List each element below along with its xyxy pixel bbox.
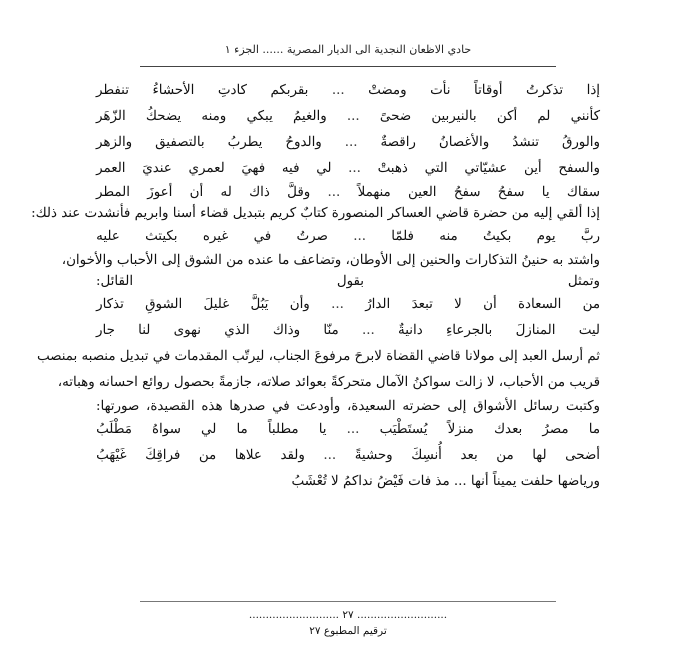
- hemistich-separator: ...: [327, 185, 341, 200]
- verse-line: [96, 156, 600, 182]
- verse-word: منّا: [323, 323, 339, 338]
- verse-word: أوقاتاً: [473, 83, 503, 98]
- verse-word: منه: [439, 229, 458, 244]
- verse-word: فيه: [281, 161, 300, 176]
- verse-word: سقاك: [566, 185, 600, 200]
- verse-word: منزلاً: [447, 422, 474, 437]
- verse-word: تذكار: [96, 297, 124, 312]
- verse-line: [96, 292, 600, 318]
- verse-word: كادتِ: [217, 83, 247, 98]
- verse-word: والدوحُ: [285, 135, 322, 150]
- verse-word: بالتصفيق: [155, 135, 205, 150]
- verse-word: يا: [541, 185, 550, 200]
- verse-word: القائل:: [96, 274, 134, 289]
- verse-word: المطر: [96, 185, 130, 200]
- verse-word: من: [582, 297, 600, 312]
- prose-line: ورياضها حلفت يميناً أنها ... مذ فات فَيْضُ نداكمُ لا تُعْشَبُ: [291, 474, 600, 489]
- verse-word: عليه: [96, 229, 120, 244]
- prose-line: إذا ألقي إليه من حضرة قاضي العساكر المنصورة كتابٌ كريم بتبديل قضاء أسنا وابريم فأنشدت عند ذلك:: [31, 206, 600, 221]
- hemistich-separator: ...: [346, 422, 360, 437]
- verse-word: ليت: [578, 323, 600, 338]
- verse-word: جار: [96, 323, 115, 338]
- verse-word: كأنني: [570, 109, 600, 124]
- verse-word: غَيْهَبُ: [96, 448, 127, 463]
- verse-word: ومضتْ: [368, 83, 407, 98]
- verse-word: تنشدُ: [512, 135, 539, 150]
- hemistich-separator: ...: [344, 135, 358, 150]
- verse-word: بكيتث: [145, 229, 178, 244]
- verse-word: لا: [454, 297, 462, 312]
- verse-word: بعد: [460, 448, 478, 463]
- verse-word: منهملاً: [357, 185, 391, 200]
- verse-word: ولقد: [280, 448, 305, 463]
- verse-word: ومنه: [201, 109, 227, 124]
- verse-word: مَطْلَبُ: [96, 422, 132, 437]
- verse-word: غيره: [202, 229, 229, 244]
- verse-word: والزهر: [96, 135, 133, 150]
- verse-word: ذهبتْ: [377, 161, 408, 176]
- hemistich-separator: ...: [331, 297, 344, 312]
- verse-word: لنا: [138, 323, 151, 338]
- verse-word: لها: [532, 448, 547, 463]
- verse-word: تبعدَ: [411, 297, 433, 312]
- verse-word: أعوزَ: [147, 185, 173, 200]
- verse-word: أكن: [496, 109, 518, 124]
- hemistich-separator: ...: [353, 229, 366, 244]
- verse-word: والورقُ: [561, 135, 600, 150]
- verse-word: ضحىً: [379, 109, 412, 124]
- verse-word: العمر: [96, 161, 126, 176]
- verse-word: لي: [316, 161, 332, 176]
- verse-word: علاها: [234, 448, 262, 463]
- verse-word: وأن: [289, 297, 310, 312]
- verse-word: الذي: [224, 323, 250, 338]
- verse-word: ذاك: [249, 185, 270, 200]
- verse-word: وقلَّ: [287, 185, 311, 200]
- verse-word: المنازلَ: [515, 323, 556, 338]
- verse-word: مطلباً: [267, 422, 299, 437]
- header-divider: [140, 66, 556, 67]
- verse-word: فراقِكَ: [145, 448, 181, 463]
- verse-word: بقول: [336, 274, 365, 289]
- verse-word: بعدك: [494, 422, 523, 437]
- verse-word: الشوقِ: [145, 297, 183, 312]
- hemistich-separator: ...: [348, 161, 361, 176]
- verse-word: من: [496, 448, 514, 463]
- prose-line: قريب من الأحباب، لا زالت سواكنُ الآمال متحركةً بعوائد صلاته، جازمةً بحصول روائع احسانه وهباته،: [57, 375, 600, 390]
- verse-word: بقربكم: [270, 83, 309, 98]
- verse-word: سواهُ: [152, 422, 181, 437]
- verse-word: له: [220, 185, 232, 200]
- verse-word: صرتُ: [296, 229, 328, 244]
- verse-word: تنفطر: [96, 83, 129, 98]
- verse-word: بالنيربين: [431, 109, 477, 124]
- verse-word: أضحى: [565, 448, 600, 463]
- prose-line: وكتبت رسائل الأشواق إلى حضرته السعيدة، وأودعت في صدرها هذه القصيدة، صورتها:: [96, 399, 600, 414]
- verse-word: الدارُ: [365, 297, 391, 312]
- verse-word: إذا: [586, 83, 600, 98]
- hemistich-separator: ...: [331, 83, 345, 98]
- verse-word: والأغصانُ: [438, 135, 490, 150]
- verse-word: مصرُ: [542, 422, 569, 437]
- verse-word: عنديَ: [142, 161, 172, 176]
- verse-word: في: [253, 229, 272, 244]
- running-header-title: حادي الاظعان النجدية الى الديار المصرية ...... الجزء ١: [224, 43, 472, 56]
- verse-word: الزّهَر: [96, 109, 126, 124]
- verse-word: وتمثل: [567, 274, 600, 289]
- verse-word: تذكرتُ: [525, 83, 564, 98]
- verse-word: سفحُ: [497, 185, 525, 200]
- verse-word: لي: [201, 422, 217, 437]
- verse-word: العين: [408, 185, 437, 200]
- verse-word: من: [198, 448, 217, 463]
- print-page-label: ترقيم المطبوع ٢٧: [309, 625, 387, 637]
- verse-word: والسفح: [558, 161, 600, 176]
- verse-word: يطربُ: [227, 135, 263, 150]
- verse-word: نأت: [430, 83, 451, 98]
- verse-word: يا: [318, 422, 327, 437]
- verse-word: راقصةٌ: [380, 135, 416, 150]
- verse-line: [96, 417, 600, 443]
- verse-word: التي: [424, 161, 448, 176]
- verse-word: فلمّا: [391, 229, 414, 244]
- verse-word: غليلَ: [203, 297, 230, 312]
- verse-line: [96, 443, 600, 469]
- verse-word: ربَّ: [580, 229, 600, 244]
- verse-word: يَبُلَّ: [250, 297, 269, 312]
- prose-line: ثم أرسل العبد إلى مولانا قاضي القضاة لابرحَ مرفوعَ الجناب، ليرتّب المقدمات في تبديل منصبه بمنصب: [36, 349, 600, 364]
- verse-word: ما: [236, 422, 248, 437]
- verse-word: وذاك: [272, 323, 301, 338]
- verse-intro-line: [96, 271, 600, 292]
- verse-word: سفحُ: [453, 185, 481, 200]
- footer-divider: [140, 601, 556, 602]
- verse-word: لعمري: [188, 161, 225, 176]
- verse-word: يضحكُ: [145, 109, 182, 124]
- verse-line: [96, 130, 600, 156]
- verse-word: بكيتُ: [483, 229, 512, 244]
- verse-line: [96, 318, 600, 344]
- verse-word: ما: [588, 422, 600, 437]
- verse-line: [96, 224, 600, 250]
- verse-word: يُستَطْيَب: [379, 422, 428, 437]
- page-number: ........................... ٢٧ ...........................: [248, 609, 448, 621]
- verse-word: فهيَ: [241, 161, 266, 176]
- verse-word: يبكي: [246, 109, 273, 124]
- verse-word: أين: [524, 161, 542, 176]
- verse-line: [96, 182, 600, 203]
- verse-word: أن: [483, 297, 497, 312]
- verse-word: عشيّاتي: [464, 161, 508, 176]
- verse-word: دانيةٌ: [398, 323, 423, 338]
- verse-word: السعادة: [518, 297, 562, 312]
- verse-word: بالجرعاءِ: [445, 323, 493, 338]
- verse-word: نهوى: [173, 323, 201, 338]
- verse-word: والغيمُ: [293, 109, 327, 124]
- verse-word: وحشيةً: [354, 448, 393, 463]
- prose-line: واشتد به حنينُ التذكارات والحنين إلى الأوطان، وتضاعف ما عنده من الشوق إلى الأحباب والأخوان،: [61, 253, 600, 268]
- hemistich-separator: ...: [361, 323, 375, 338]
- body-text: [31, 78, 600, 495]
- verse-word: لم: [537, 109, 551, 124]
- verse-word: يوم: [536, 229, 556, 244]
- verse-word: أن: [189, 185, 204, 200]
- verse-line: [96, 78, 600, 104]
- verse-word: الأحشاءُ: [152, 83, 195, 98]
- hemistich-separator: ...: [323, 448, 337, 463]
- verse-word: أُنسِكَ: [411, 448, 442, 463]
- verse-line: [96, 104, 600, 130]
- hemistich-separator: ...: [346, 109, 360, 124]
